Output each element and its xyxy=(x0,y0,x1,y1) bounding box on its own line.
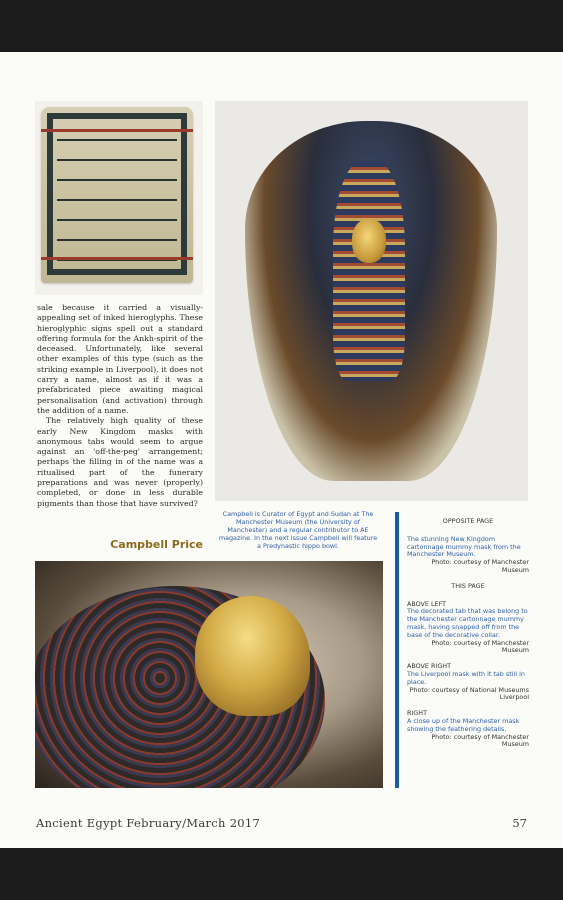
tab-red-band xyxy=(41,129,193,132)
bottom-system-bar xyxy=(0,848,563,900)
magazine-page xyxy=(0,52,563,848)
tab-photo xyxy=(35,101,203,295)
caption-text: The stunning New Kingdom cartonnage mummy mask from the Manchester Museum. xyxy=(407,534,521,559)
caption-text: A close up of the Manchester mask showing the feathering details. xyxy=(407,716,520,733)
author-name: Campbell Price xyxy=(110,538,203,551)
captions-column xyxy=(407,512,529,757)
caption-label: ABOVE RIGHT xyxy=(407,662,451,671)
page-number: 57 xyxy=(512,816,527,830)
tab-hieroglyph-rows xyxy=(57,121,177,265)
caption-credit: Photo: courtesy of National Museums Liverpool xyxy=(409,685,529,702)
caption-label: RIGHT xyxy=(407,709,427,718)
decorated-tab xyxy=(41,107,193,283)
mask-closeup-photo xyxy=(35,561,383,788)
article-paragraph: The relatively high quality of these early New Kingdom masks with anonymous tabs would seem to argue against an 'off-the-peg' arrangement; perhaps the filling in of the name was a ritualised part of the funerary preparations and was never (properly) completed, or done in less durable pigments than those that have survived? xyxy=(37,416,203,508)
caption-heading: OPPOSITE PAGE xyxy=(442,517,494,525)
article-body xyxy=(37,303,203,509)
mask-gold-face xyxy=(352,219,386,263)
article-paragraph: sale because it carried a visually-appealing set of inked hieroglyphs. These hieroglyphic signs spell out a standard offering formula for the Ankh-spirit of the deceased. Unfortunately, like several other examples of this type (such as the striking example in Liverpool), it does not carry a name, almost as if it was a prefabricated piece awaiting magical personalisation (and activation) through the addition of a name. xyxy=(37,303,203,415)
caption-credit: Photo: courtesy of Manchester Museum xyxy=(431,732,529,749)
top-system-bar xyxy=(0,0,563,52)
magazine-footer-title: Ancient Egypt February/March 2017 xyxy=(36,816,261,830)
closeup-gold-face xyxy=(195,596,310,716)
mummy-mask-photo xyxy=(215,101,528,501)
author-bio: Campbell is Curator of Egypt and Sudan at The Manchester Museum (the University of Manchester) and a regular contributor to AE magazine. In the next issue Campbell will feature a Predynastic hippo bowl. xyxy=(218,510,378,550)
caption-credit: Photo: courtesy of Manchester Museum xyxy=(431,638,529,655)
caption-text: The Liverpool mask with it tab still in place. xyxy=(407,669,525,686)
caption-heading: THIS PAGE xyxy=(451,581,485,590)
caption-credit: Photo: courtesy of Manchester Museum xyxy=(431,558,529,574)
caption-divider xyxy=(395,512,399,788)
caption-text: The decorated tab that was belong to the Manchester cartonnage mummy mask, having snapped off from the base of the decorative collar. xyxy=(407,607,528,639)
caption-label: ABOVE LEFT xyxy=(407,599,447,608)
mask-headdress xyxy=(333,161,405,381)
tab-red-band xyxy=(41,257,193,260)
